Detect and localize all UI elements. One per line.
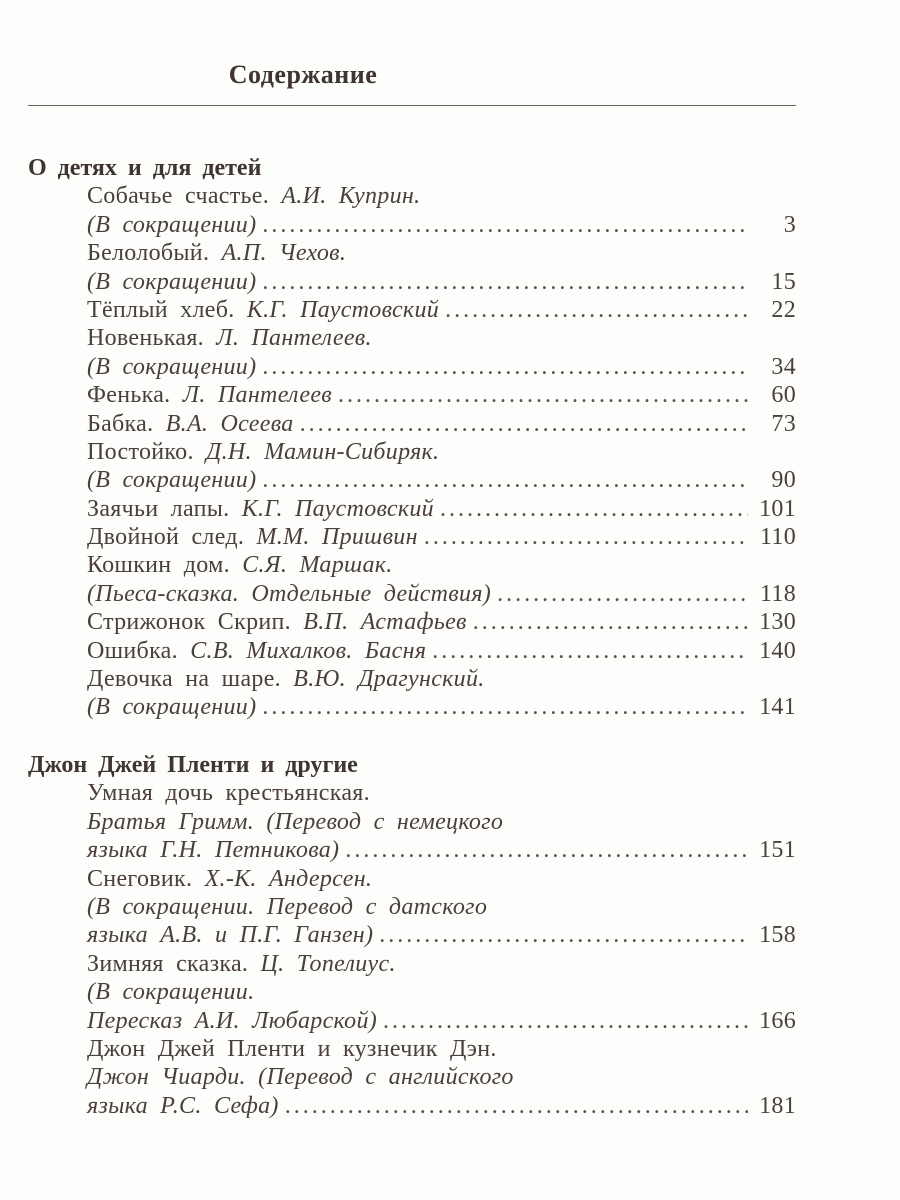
entry-title: Двойной след. [87, 524, 257, 551]
page-title: Содержание [228, 60, 378, 89]
toc-entry-line [28, 665, 796, 693]
entry-title: Постойко. [87, 438, 207, 465]
dot-leader [300, 410, 748, 438]
page-number: 73 [771, 410, 796, 437]
dot-leader [262, 211, 748, 239]
toc-entry-line-with-page [28, 495, 796, 523]
entry-author-note: (В сокращении) [87, 353, 257, 380]
entry-author-note: А.П. Чехов. [221, 240, 347, 267]
toc-entry-line [28, 779, 796, 807]
page-number: 140 [759, 637, 796, 664]
dot-leader [379, 921, 748, 949]
entry-title: Фенька. [87, 382, 183, 409]
dot-leader [262, 268, 748, 296]
title-divider [28, 105, 796, 106]
entry-author-note: С.Я. Маршак. [242, 552, 393, 579]
entry-author-note: (В сокращении) [87, 268, 257, 295]
toc-entry-line [28, 893, 796, 921]
entry-author-note: Джон Чиарди. (Перевод с английского [87, 1064, 514, 1091]
entry-author-note: языка Г.Н. Петникова) [87, 837, 340, 864]
entry-author-note: (В сокращении) [87, 694, 257, 721]
toc-entry-line-with-page [28, 1092, 796, 1120]
entry-author-note: (Пьеса-сказка. Отдельные действия) [87, 580, 492, 607]
page-number: 130 [759, 609, 796, 636]
dot-leader [473, 608, 748, 636]
toc-entry-line-with-page [28, 608, 796, 636]
entry-author-note: (В сокращении) [87, 211, 257, 238]
page-number: 151 [759, 837, 796, 864]
entry-author-note: В.Ю. Драгунский. [293, 666, 485, 693]
toc-entry-line [28, 1035, 796, 1063]
entry-title: Собачье счастье. [87, 183, 282, 210]
dot-leader [432, 637, 748, 665]
section-heading: О детях и для детей [28, 155, 262, 181]
toc-entry-line [28, 239, 796, 267]
entry-author-note: языка А.В. и П.Г. Ганзен) [87, 922, 374, 949]
toc-section [28, 751, 796, 1120]
dot-leader [440, 495, 748, 523]
page-number: 15 [771, 268, 796, 295]
entry-title: Умная дочь крестьянская. [87, 780, 370, 807]
dot-leader [338, 381, 748, 409]
entry-author-note: К.Г. Паустовский [246, 296, 440, 323]
toc-entry-line-with-page [28, 410, 796, 438]
page-number: 34 [771, 353, 796, 380]
toc-entry-line [28, 978, 796, 1006]
entry-author-note: В.А. Осеева [165, 410, 294, 437]
entry-author-note: Л. Пантелеев [182, 382, 333, 409]
toc-section [28, 154, 796, 722]
dot-leader [424, 523, 748, 551]
dot-leader [383, 1007, 748, 1035]
dot-leader [345, 836, 748, 864]
page-number: 90 [771, 467, 796, 494]
entry-author-note: М.М. Пришвин [256, 524, 418, 551]
page-number: 158 [759, 922, 796, 949]
page-number: 141 [759, 694, 796, 721]
toc-entry-line-with-page [28, 921, 796, 949]
toc-entry-line-with-page [28, 211, 796, 239]
toc-entry-line [28, 1063, 796, 1091]
toc-entry-line [28, 950, 796, 978]
page-number: 118 [759, 580, 796, 607]
toc-entry-line-with-page [28, 296, 796, 324]
toc-entry-line [28, 438, 796, 466]
toc-entry-line-with-page [28, 466, 796, 494]
toc-entry-line-with-page [28, 268, 796, 296]
page-number: 166 [759, 1007, 796, 1034]
toc-entry-line-with-page [28, 353, 796, 381]
entry-title: Зимняя сказка. [87, 950, 261, 977]
dot-leader [445, 296, 748, 324]
toc-entry-line [28, 865, 796, 893]
entry-author-note: Д.Н. Мамин-Сибиряк. [206, 438, 440, 465]
toc-entry-line [28, 182, 796, 210]
entry-author-note: А.И. Куприн. [281, 183, 421, 210]
toc-entry-line [28, 808, 796, 836]
entry-author-note: К.Г. Паустовский [241, 495, 434, 522]
page-number: 181 [759, 1092, 796, 1119]
entry-title: Белолобый. [87, 240, 222, 267]
dot-leader [285, 1092, 748, 1120]
entry-title: Новенькая. [87, 325, 217, 352]
toc-entry-line-with-page [28, 1007, 796, 1035]
dot-leader [262, 466, 748, 494]
entry-title: Джон Джей Пленти и кузнечик Дэн. [87, 1035, 497, 1062]
page-number: 3 [783, 211, 796, 238]
entry-title: Снеговик. [87, 865, 205, 892]
entry-title: Бабка. [87, 410, 166, 437]
entry-title: Тёплый хлеб. [87, 296, 247, 323]
toc-entry-line-with-page [28, 637, 796, 665]
entry-author-note: Ц. Топелиус. [260, 950, 396, 977]
entry-title: Заячьи лапы. [87, 495, 242, 522]
entry-title: Ошибка. [87, 637, 191, 664]
entry-author-note: С.В. Михалков. Басня [190, 637, 427, 664]
entry-author-note: В.П. Астафьев [303, 609, 467, 636]
toc-entry-line-with-page [28, 381, 796, 409]
entry-author-note: Л. Пантелеев. [216, 325, 372, 352]
toc-entry-line-with-page [28, 523, 796, 551]
entry-title: Кошкин дом. [87, 552, 243, 579]
toc-entry-line-with-page [28, 693, 796, 721]
section-entries [28, 779, 796, 1120]
section-entries [28, 182, 796, 721]
entry-author-note: (В сокращении) [87, 467, 257, 494]
dot-leader [262, 693, 748, 721]
section-heading: Джон Джей Пленти и другие [28, 752, 358, 778]
toc-entry-line-with-page [28, 836, 796, 864]
toc-entry-line [28, 324, 796, 352]
entry-author-note: Х.-К. Андерсен. [204, 865, 373, 892]
toc-entry-line [28, 551, 796, 579]
dot-leader [497, 580, 748, 608]
entry-author-note: Братья Гримм. (Перевод с немецкого [87, 808, 504, 835]
entry-title: Стрижонок Скрип. [87, 609, 304, 636]
entry-title: Девочка на шаре. [87, 666, 294, 693]
page-number: 110 [759, 524, 796, 551]
entry-author-note: (В сокращении. [87, 979, 255, 1006]
page-number: 22 [771, 296, 796, 323]
page-number: 101 [759, 495, 796, 522]
entry-author-note: языка Р.С. Сефа) [87, 1092, 279, 1119]
dot-leader [262, 353, 748, 381]
page-number: 60 [771, 382, 796, 409]
entry-author-note: (В сокращении. Перевод с датского [87, 893, 488, 920]
entry-author-note: Пересказ А.И. Любарской) [87, 1007, 378, 1034]
toc-entry-line-with-page [28, 580, 796, 608]
